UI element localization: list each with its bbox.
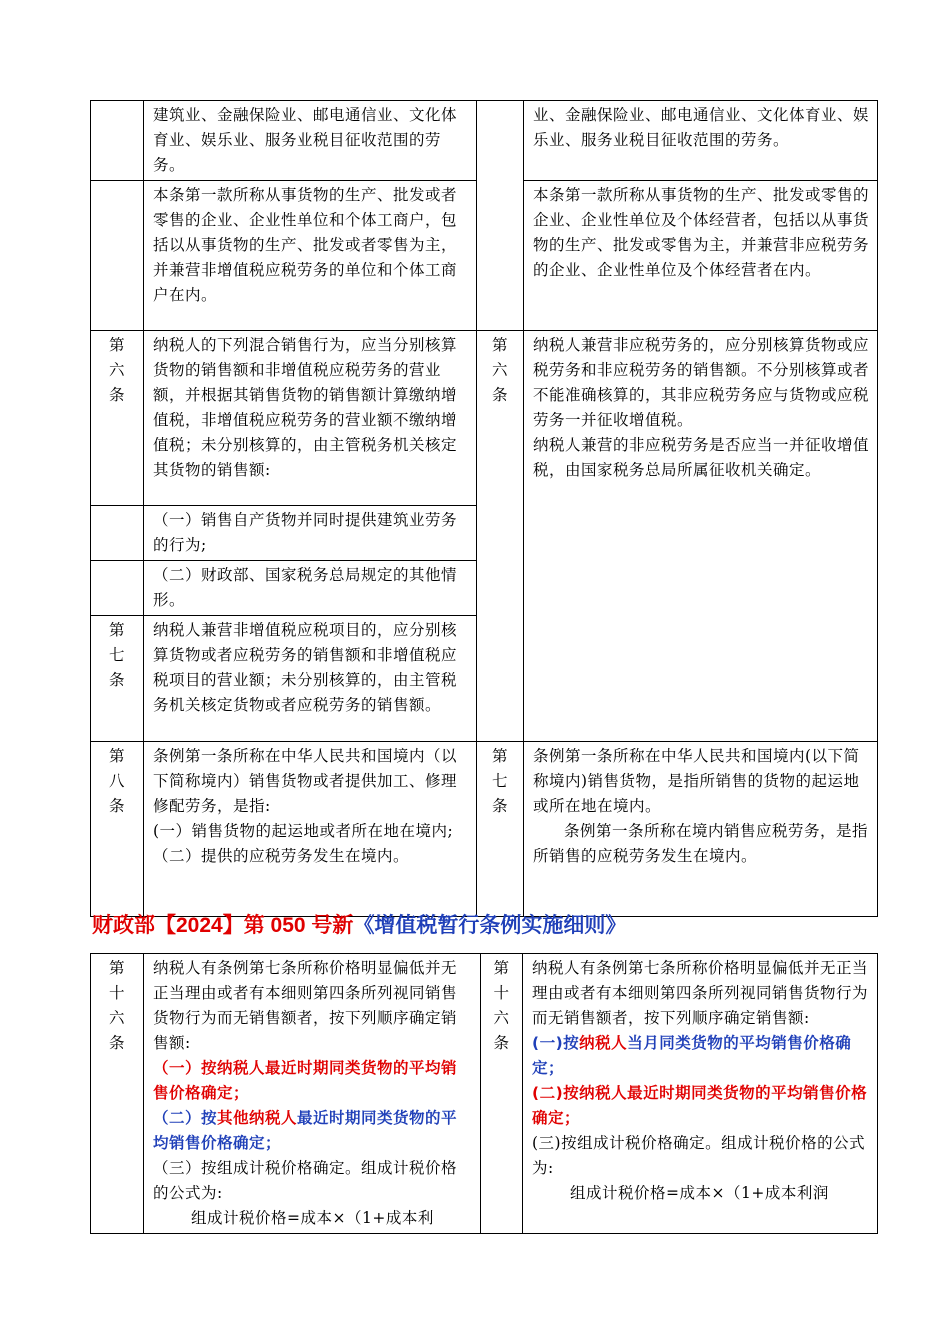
section-title: 财政部【2024】第 050 号新《增值税暂行条例实施细则》 bbox=[92, 914, 627, 937]
old-text-cell: 纳税人有条例第七条所称价格明显偏低并无正当理由或者有本细则第四条所列视同销售货物行为而无销售额者，按下列顺序确定销售额: （一）按纳税人最近时期同类货物的平均销售价格确定； （二）按其他纳税人最近时期同类货物的平均销售价格确定； （三）按组成计税价格确定。组成计税价格的公式为: 组成计税价格=成本×（1+成本利 bbox=[144, 954, 481, 1234]
comparison-table-top bbox=[90, 100, 878, 917]
old-text-cell: 纳税人的下列混合销售行为，应当分别核算货物的销售额和非增值税应税劳务的营业额，并根据其销售货物的销售额计算缴纳增值税，非增值税应税劳务的营业额不缴纳增值税；未分别核算的，由主管税务机关核定其货物的销售额: bbox=[144, 331, 477, 506]
new-text-cell: 条例第一条所称在中华人民共和国境内(以下简称境内)销售货物，是指所销售的货物的起运地或所在地在境内。 条例第一条所称在境内销售应税劳务，是指所销售的应税劳务发生在境内。 bbox=[524, 742, 878, 917]
table-row bbox=[91, 101, 878, 181]
new-text-cell: 本条第一款所称从事货物的生产、批发或零售的企业、企业性单位及个体经营者，包括以从事货物的生产、批发或零售为主，并兼营非应税劳务的企业、企业性单位及个体经营者在内。 bbox=[524, 181, 878, 331]
article-cell bbox=[477, 101, 524, 331]
new-text-cell: 业、金融保险业、邮电通信业、文化体育业、娱乐业、服务业税目征收范围的劳务。 bbox=[524, 101, 878, 181]
new-text-cell: 纳税人兼营非应税劳务的，应分别核算货物或应税劳务和非应税劳务的销售额。不分别核算或者不能准确核算的，其非应税劳务应与货物或应税劳务一并征收增值税。 纳税人兼营的非应税劳务是否应当一并征收增值税，由国家税务总局所属征收机关确定。 bbox=[524, 331, 878, 742]
article-cell bbox=[91, 101, 144, 181]
comparison-table-bottom bbox=[90, 953, 878, 1234]
article-cell bbox=[91, 561, 144, 616]
new-text-cell: 纳税人有条例第七条所称价格明显偏低并无正当理由或者有本细则第四条所列视同销售货物行为而无销售额者，按下列顺序确定销售额: (一)按纳税人当月同类货物的平均销售价格确定； (二)按纳税人最近时期同类货物的平均销售价格确定； (三)按组成计税价格确定。组成计税价格的公式为: 组成计税价格=成本×（1+成本利润 bbox=[523, 954, 878, 1234]
article-number-old: 第 六 条 bbox=[91, 331, 144, 506]
article-cell bbox=[91, 506, 144, 561]
table-row bbox=[91, 954, 878, 1234]
old-text-cell: 建筑业、金融保险业、邮电通信业、文化体育业、娱乐业、服务业税目征收范围的劳务。 bbox=[144, 101, 477, 181]
article-cell bbox=[91, 181, 144, 331]
article-number-old: 第 八 条 bbox=[91, 742, 144, 917]
article-number-new: 第 六 条 bbox=[477, 331, 524, 742]
old-text-cell: 本条第一款所称从事货物的生产、批发或者零售的企业、企业性单位和个体工商户，包括以从事货物的生产、批发或者零售为主，并兼营非增值税应税劳务的单位和个体工商户在内。 bbox=[144, 181, 477, 331]
old-text-cell: （二）财政部、国家税务总局规定的其他情形。 bbox=[144, 561, 477, 616]
article-number-old: 第 七 条 bbox=[91, 616, 144, 742]
old-text-cell: （一）销售自产货物并同时提供建筑业劳务的行为; bbox=[144, 506, 477, 561]
article-number-old: 第 十 六 条 bbox=[91, 954, 144, 1234]
old-text-cell: 条例第一条所称在中华人民共和国境内（以下简称境内）销售货物或者提供加工、修理修配劳务，是指: (一）销售货物的起运地或者所在地在境内; （二）提供的应税劳务发生在境内。 bbox=[144, 742, 477, 917]
table-row bbox=[91, 742, 878, 917]
table-row bbox=[91, 331, 878, 506]
article-number-new: 第 十 六 条 bbox=[481, 954, 523, 1234]
article-number-new: 第 七 条 bbox=[477, 742, 524, 917]
old-text-cell: 纳税人兼营非增值税应税项目的，应分别核算货物或者应税劳务的销售额和非增值税应税项目的营业额；未分别核算的，由主管税务机关核定货物或者应税劳务的销售额。 bbox=[144, 616, 477, 742]
